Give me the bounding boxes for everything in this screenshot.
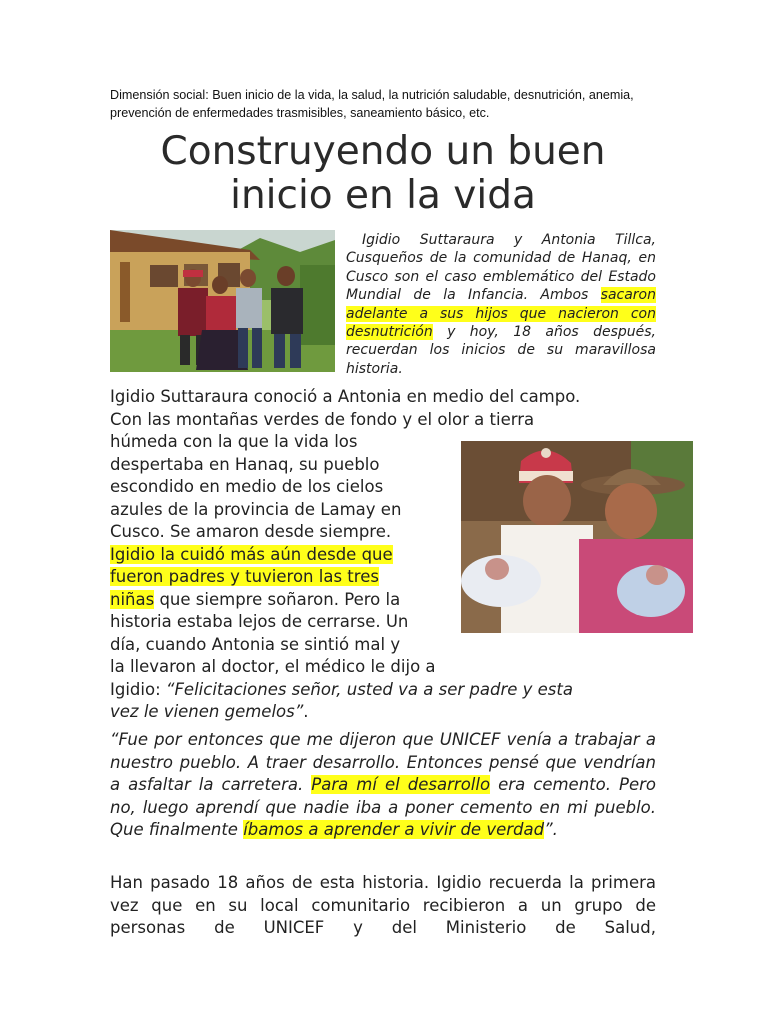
family-photo-image [110, 230, 335, 372]
speaker-prefix: Igidio: [110, 679, 166, 699]
doctor-quote: “Felicitaciones señor, usted va a ser padre y esta [165, 679, 573, 699]
story-line: azules de la provincia de Lamay en [110, 499, 402, 519]
quote-highlight: Para mí el desarrollo [311, 775, 491, 794]
caption-text-end: y hoy, 18 años después, recuerdan los inicios de su maravillosa historia. [346, 324, 656, 377]
quote-text: era cemento. Pero no, luego aprendí que nadie iba a poner cemento en mi pueblo. Que finalmente [110, 775, 656, 839]
story-line: día, cuando Antonia se sintió mal y [110, 634, 401, 654]
quote-text: ”. [544, 820, 558, 839]
story-line: despertaba en Hanaq, su pueblo [110, 454, 380, 474]
caption-highlight: sacaron adelante a sus hijos que nacieron con desnutrición [346, 287, 656, 341]
story-line-highlighted [110, 566, 656, 589]
story-line: la llevaron al doctor, el médico le dijo a [110, 657, 436, 676]
dimension-note: Dimensión social: Buen inicio de la vida, la salud, la nutrición saludable, desnutrición, anemia, prevención de enfermedades trasmisibles, saneamiento básico, etc. [110, 88, 634, 120]
story-line-quote [110, 679, 656, 702]
story-paragraph-3: Han pasado 18 años de esta historia. Igidio recuerda la primera vez que en su local comunitario recibieron a un grupo de personas de UNICEF y del Ministerio de Salud, [110, 873, 656, 937]
family-photo [110, 230, 335, 372]
story-line: Con las montañas verdes de fondo y el olor a tierra [110, 409, 535, 429]
story-text: que siempre soñaron. Pero la [154, 589, 401, 609]
story-line: Igidio Suttaraura conoció a Antonia en medio del campo. [110, 387, 581, 406]
story-line: escondido en medio de los cielos [110, 477, 384, 496]
story-line: húmeda con la que la vida los [110, 432, 358, 451]
story-line: Cusco. Se amaron desde siempre. [110, 522, 392, 541]
story-line-highlighted [110, 589, 656, 612]
highlight-text: niñas [110, 589, 155, 609]
quote-highlight: íbamos a aprender a vivir de verdad [243, 820, 545, 839]
quote-end: . [303, 702, 309, 721]
story-line-highlighted [110, 544, 656, 567]
story-line-quote [110, 701, 656, 724]
highlight-text: fueron padres y tuvieron las tres [110, 567, 379, 586]
story-paragraph-1 [110, 386, 656, 724]
highlight-text: Igidio la cuidó más aún desde que [110, 544, 393, 564]
doctor-quote: vez le vienen gemelos” [110, 702, 304, 721]
photo-caption [346, 231, 656, 378]
quote-text: “Fue por entonces que me dijeron que UNICEF venía a trabajar a nuestro pueblo. A traer desarrollo. Entonces pensé que vendrían a asfaltar la carretera. [110, 730, 656, 794]
story-line: historia estaba lejos de cerrarse. Un [110, 612, 409, 631]
article-title: Construyendo un buen inicio en la vida [160, 129, 606, 218]
quote-paragraph [110, 729, 656, 842]
caption-text-start: Igidio Suttaraura y Antonia Tillca, Cusqueños de la comunidad de Hanaq, en Cusco son el caso emblemático del Estado Mundial de la Infancia. Ambos [346, 232, 656, 304]
